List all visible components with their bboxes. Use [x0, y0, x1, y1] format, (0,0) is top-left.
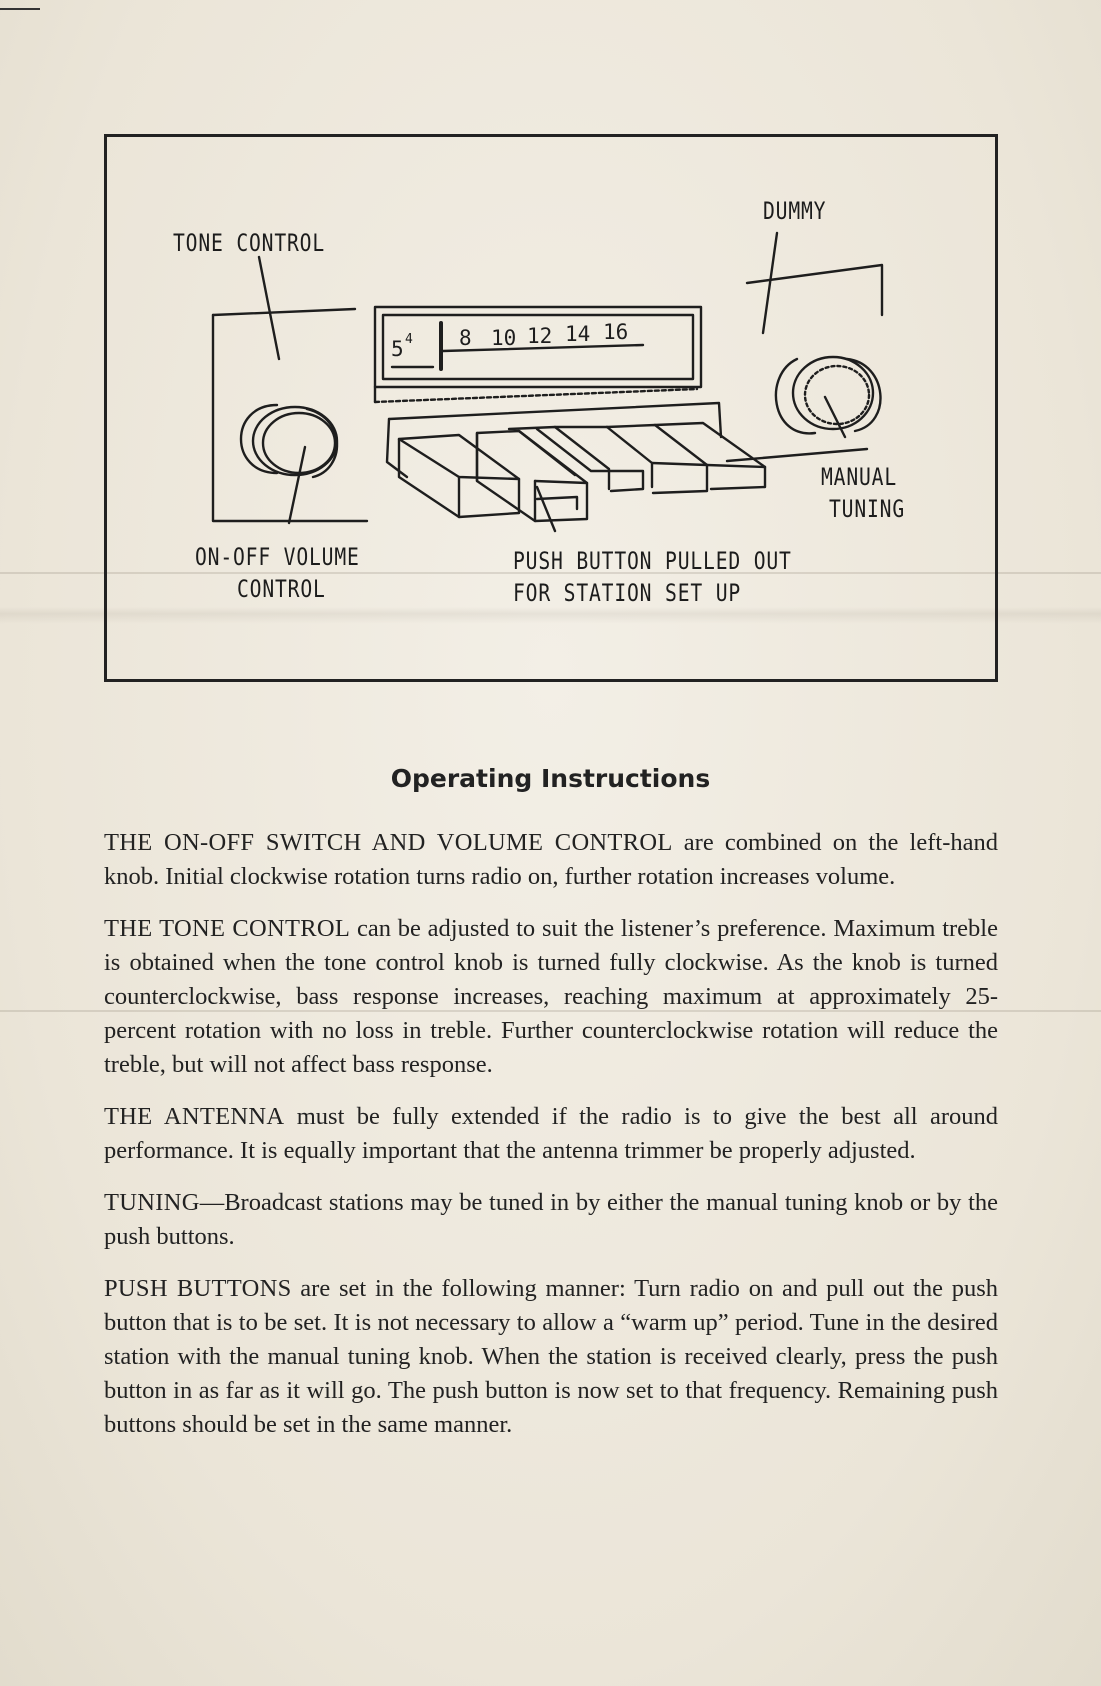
paragraph-text: must be fully extended if the radio is to give the best all around performance. It is equally important that the antenna trimmer be properly adjusted.	[104, 1103, 998, 1164]
paragraph-text: are combined on the left-hand knob. Initial clockwise rotation turns radio on, further rotation increases volume.	[104, 829, 998, 890]
dial-number: 10	[491, 326, 517, 350]
radio-face-outline	[213, 315, 367, 521]
paragraph-antenna	[104, 1100, 998, 1168]
paragraph-lead: TUNING	[104, 1189, 200, 1216]
corner-mark	[0, 8, 40, 10]
label-tone-control: TONE CONTROL	[173, 229, 326, 257]
paragraph-lead: THE TONE CONTROL	[104, 915, 351, 942]
label-push-button-1: PUSH BUTTON PULLED OUT	[513, 547, 792, 575]
dial-number: 12	[527, 324, 553, 348]
leader-tuning	[825, 397, 845, 437]
dial-number: 16	[603, 320, 629, 344]
paragraph-lead: THE ANTENNA	[104, 1103, 285, 1130]
push-button-pulled	[477, 431, 587, 521]
dial-number: 14	[565, 322, 591, 346]
dial-number: 8	[459, 326, 472, 350]
leader-dummy	[763, 233, 777, 333]
dummy-tuning-knob	[776, 357, 881, 433]
tone-volume-knob	[241, 405, 337, 477]
paragraph-lead: THE ON-OFF SWITCH AND VOLUME CONTROL	[104, 829, 673, 856]
paragraph-tuning	[104, 1186, 998, 1254]
leader-pushbutton	[537, 487, 555, 531]
label-volume-1: ON-OFF VOLUME	[195, 543, 360, 571]
radio-diagram	[104, 134, 998, 682]
paragraph-text: can be adjusted to suit the listener’s preference. Maximum treble is obtained when the tone control knob is turned fully clockwise. As the knob is turned counterclockwise, bass response increases, reaching maximum at approximately 25-percent rotation with no loss in treble. Further counterclockwise rotation will reduce the treble, but will not affect bass response.	[104, 915, 998, 1078]
paragraph-push-buttons	[104, 1272, 998, 1442]
paragraph-tone	[104, 912, 998, 1082]
paragraph-volume	[104, 826, 998, 894]
label-manual-tuning-2: TUNING	[829, 495, 906, 523]
label-dummy: DUMMY	[763, 197, 827, 225]
dial-first-number: 5	[391, 337, 404, 361]
label-push-button-2: FOR STATION SET UP	[513, 579, 742, 607]
section-heading: Operating Instructions	[390, 764, 711, 793]
push-button	[655, 423, 765, 489]
paragraph-lead: PUSH BUTTONS	[104, 1275, 292, 1302]
paragraph-text: are set in the following manner: Turn radio on and pull out the push button that is to be set. It is not necessary to allow a “warm up” period. Tune in the desired station with the manual tuning knob. When the station is received clearly, press the push button in as far as it will go. The push button is now set to that frequency. Remaining push buttons should be set in the same manner.	[104, 1275, 999, 1438]
dial-first-sup: 4	[405, 332, 413, 347]
leader-volume	[289, 447, 305, 523]
instructions-body	[104, 826, 998, 1460]
push-button	[607, 425, 707, 493]
leader-tone	[259, 257, 279, 359]
label-manual-tuning-1: MANUAL	[821, 463, 898, 491]
paragraph-text: —Broadcast stations may be tuned in by either the manual tuning knob or by the push buttons.	[104, 1189, 998, 1250]
label-volume-2: CONTROL	[237, 575, 326, 603]
